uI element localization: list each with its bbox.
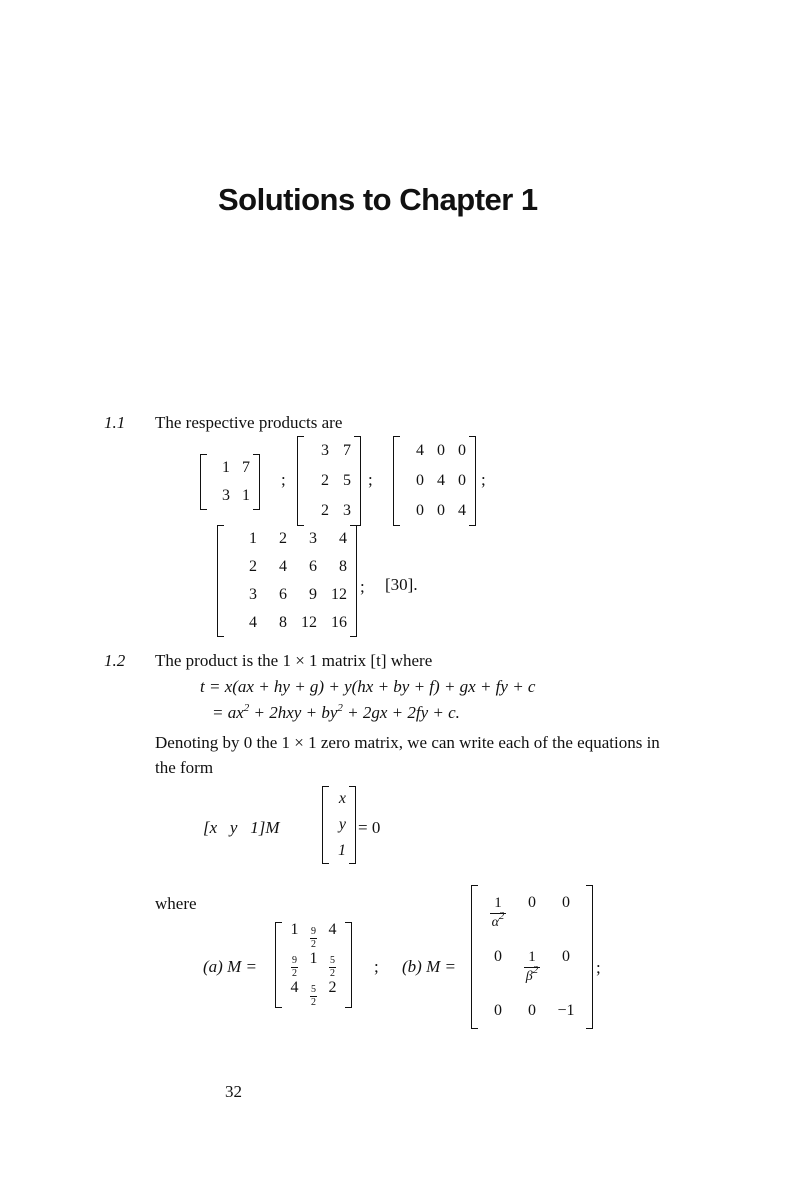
separator: ; (360, 577, 365, 596)
matrix-cell: x (338, 790, 346, 807)
separator: ; (368, 470, 373, 489)
equation-line-1: t = x(ax + hy + g) + y(hx + by + f) + gx + fy + c (200, 677, 536, 696)
matrix-cell: 4 (328, 921, 337, 939)
section-1-2-intro: The product is the 1 × 1 matrix [t] where (155, 651, 433, 670)
matrix-cell: 4 (458, 502, 466, 519)
matrix-cell: $\frac{9}{2}$ (292, 954, 297, 979)
matrix-cell: 4 (437, 472, 445, 489)
matrix-cell: 0 (494, 1002, 502, 1020)
matrix-cell: 3 (249, 586, 257, 603)
separator: ; (481, 470, 486, 489)
matrix-cell: 2 (321, 502, 329, 519)
section-number-1-1: 1.1 (104, 413, 126, 432)
matrix-cell: 2 (279, 530, 287, 547)
matrix-cell: 3 (222, 487, 230, 504)
matrix-cell: 1 (249, 530, 257, 547)
matrix-cell: 9 (309, 586, 317, 603)
matrix-cell: 0 (437, 502, 445, 519)
column-vector (322, 786, 356, 864)
matrix-3x3-diagonal (393, 436, 476, 526)
section-number-1-2: 1.2 (104, 651, 126, 670)
page-number: 32 (225, 1082, 242, 1101)
matrix-cell: 1 (242, 487, 250, 504)
matrix-cell: $\frac{9}{2}$ (311, 926, 316, 951)
matrix-cell: 6 (279, 586, 287, 603)
matrix-cell: 1 (338, 842, 346, 859)
matrix-cell: 3 (321, 442, 329, 459)
label-b: (b) M = (402, 957, 456, 976)
matrix-cell: y (338, 816, 346, 833)
separator: ; (281, 470, 286, 489)
matrix-cell: 4 (290, 978, 299, 996)
scalar-result: [30]. (385, 575, 418, 594)
matrix-cell: 1 (290, 921, 299, 939)
where-label: where (155, 894, 197, 913)
matrix-cell: $\frac{5}{2}$ (330, 954, 335, 979)
matrix-cell: 0 (416, 472, 424, 489)
matrix-b (471, 885, 593, 1029)
matrix-cell: 8 (339, 558, 347, 575)
matrix-3x2 (297, 436, 361, 526)
matrix-cell: 0 (528, 1002, 536, 1020)
matrix-cell: 8 (279, 614, 287, 631)
matrix-cell: 0 (458, 442, 466, 459)
matrix-cell: 7 (242, 459, 250, 476)
matrix-cell: 4 (339, 530, 347, 547)
matrix-cell: 0 (494, 947, 502, 965)
row-vector-times-M: [x y 1]M (203, 818, 280, 837)
matrix-cell: 1 (222, 459, 230, 476)
matrix-cell: −1 (557, 1002, 575, 1020)
page-title: Solutions to Chapter 1 (218, 182, 538, 217)
matrix-cell: $\frac{1}{\alpha^2}$ (491, 894, 505, 930)
matrix-cell: 2 (328, 978, 337, 996)
matrix-cell: 7 (343, 442, 351, 459)
matrix-cell: 0 (458, 472, 466, 489)
matrix-cell: 2 (249, 558, 257, 575)
equation-line-2: = $ax^2 + 2hxy + by^2 + 2gx + 2fy + c$. (212, 702, 460, 722)
matrix-cell: 4 (249, 614, 257, 631)
paragraph-line-2: the form (155, 758, 214, 777)
separator: ; (374, 957, 379, 976)
matrix-cell: 3 (343, 502, 351, 519)
matrix-cell: 3 (309, 530, 317, 547)
matrix-cell: $\frac{1}{\beta^2}$ (525, 948, 539, 984)
label-a: (a) M = (203, 957, 257, 976)
matrix-cell: 0 (416, 502, 424, 519)
matrix-cell: 0 (437, 442, 445, 459)
matrix-cell: 2 (321, 472, 329, 489)
matrix-cell: 0 (562, 893, 570, 911)
matrix-a (275, 922, 352, 1008)
matrix-cell: 0 (562, 947, 570, 965)
paragraph-line-1: Denoting by 0 the 1 × 1 zero matrix, we can write each of the equations in (155, 733, 660, 752)
section-1-1-intro: The respective products are (155, 413, 343, 432)
matrix-4x4 (217, 525, 357, 637)
matrix-cell: 4 (279, 558, 287, 575)
matrix-cell: 12 (331, 586, 347, 603)
matrix-cell: 16 (331, 614, 347, 631)
matrix-cell: 6 (309, 558, 317, 575)
matrix-cell: 0 (528, 893, 536, 911)
equals-zero: = 0 (358, 818, 381, 837)
matrix-2x2 (200, 454, 260, 510)
separator: ; (596, 958, 601, 977)
matrix-cell: 4 (416, 442, 424, 459)
matrix-cell: 5 (343, 472, 351, 489)
matrix-cell: 1 (309, 949, 318, 967)
matrix-cell: 12 (301, 614, 317, 631)
matrix-cell: $\frac{5}{2}$ (311, 983, 316, 1008)
